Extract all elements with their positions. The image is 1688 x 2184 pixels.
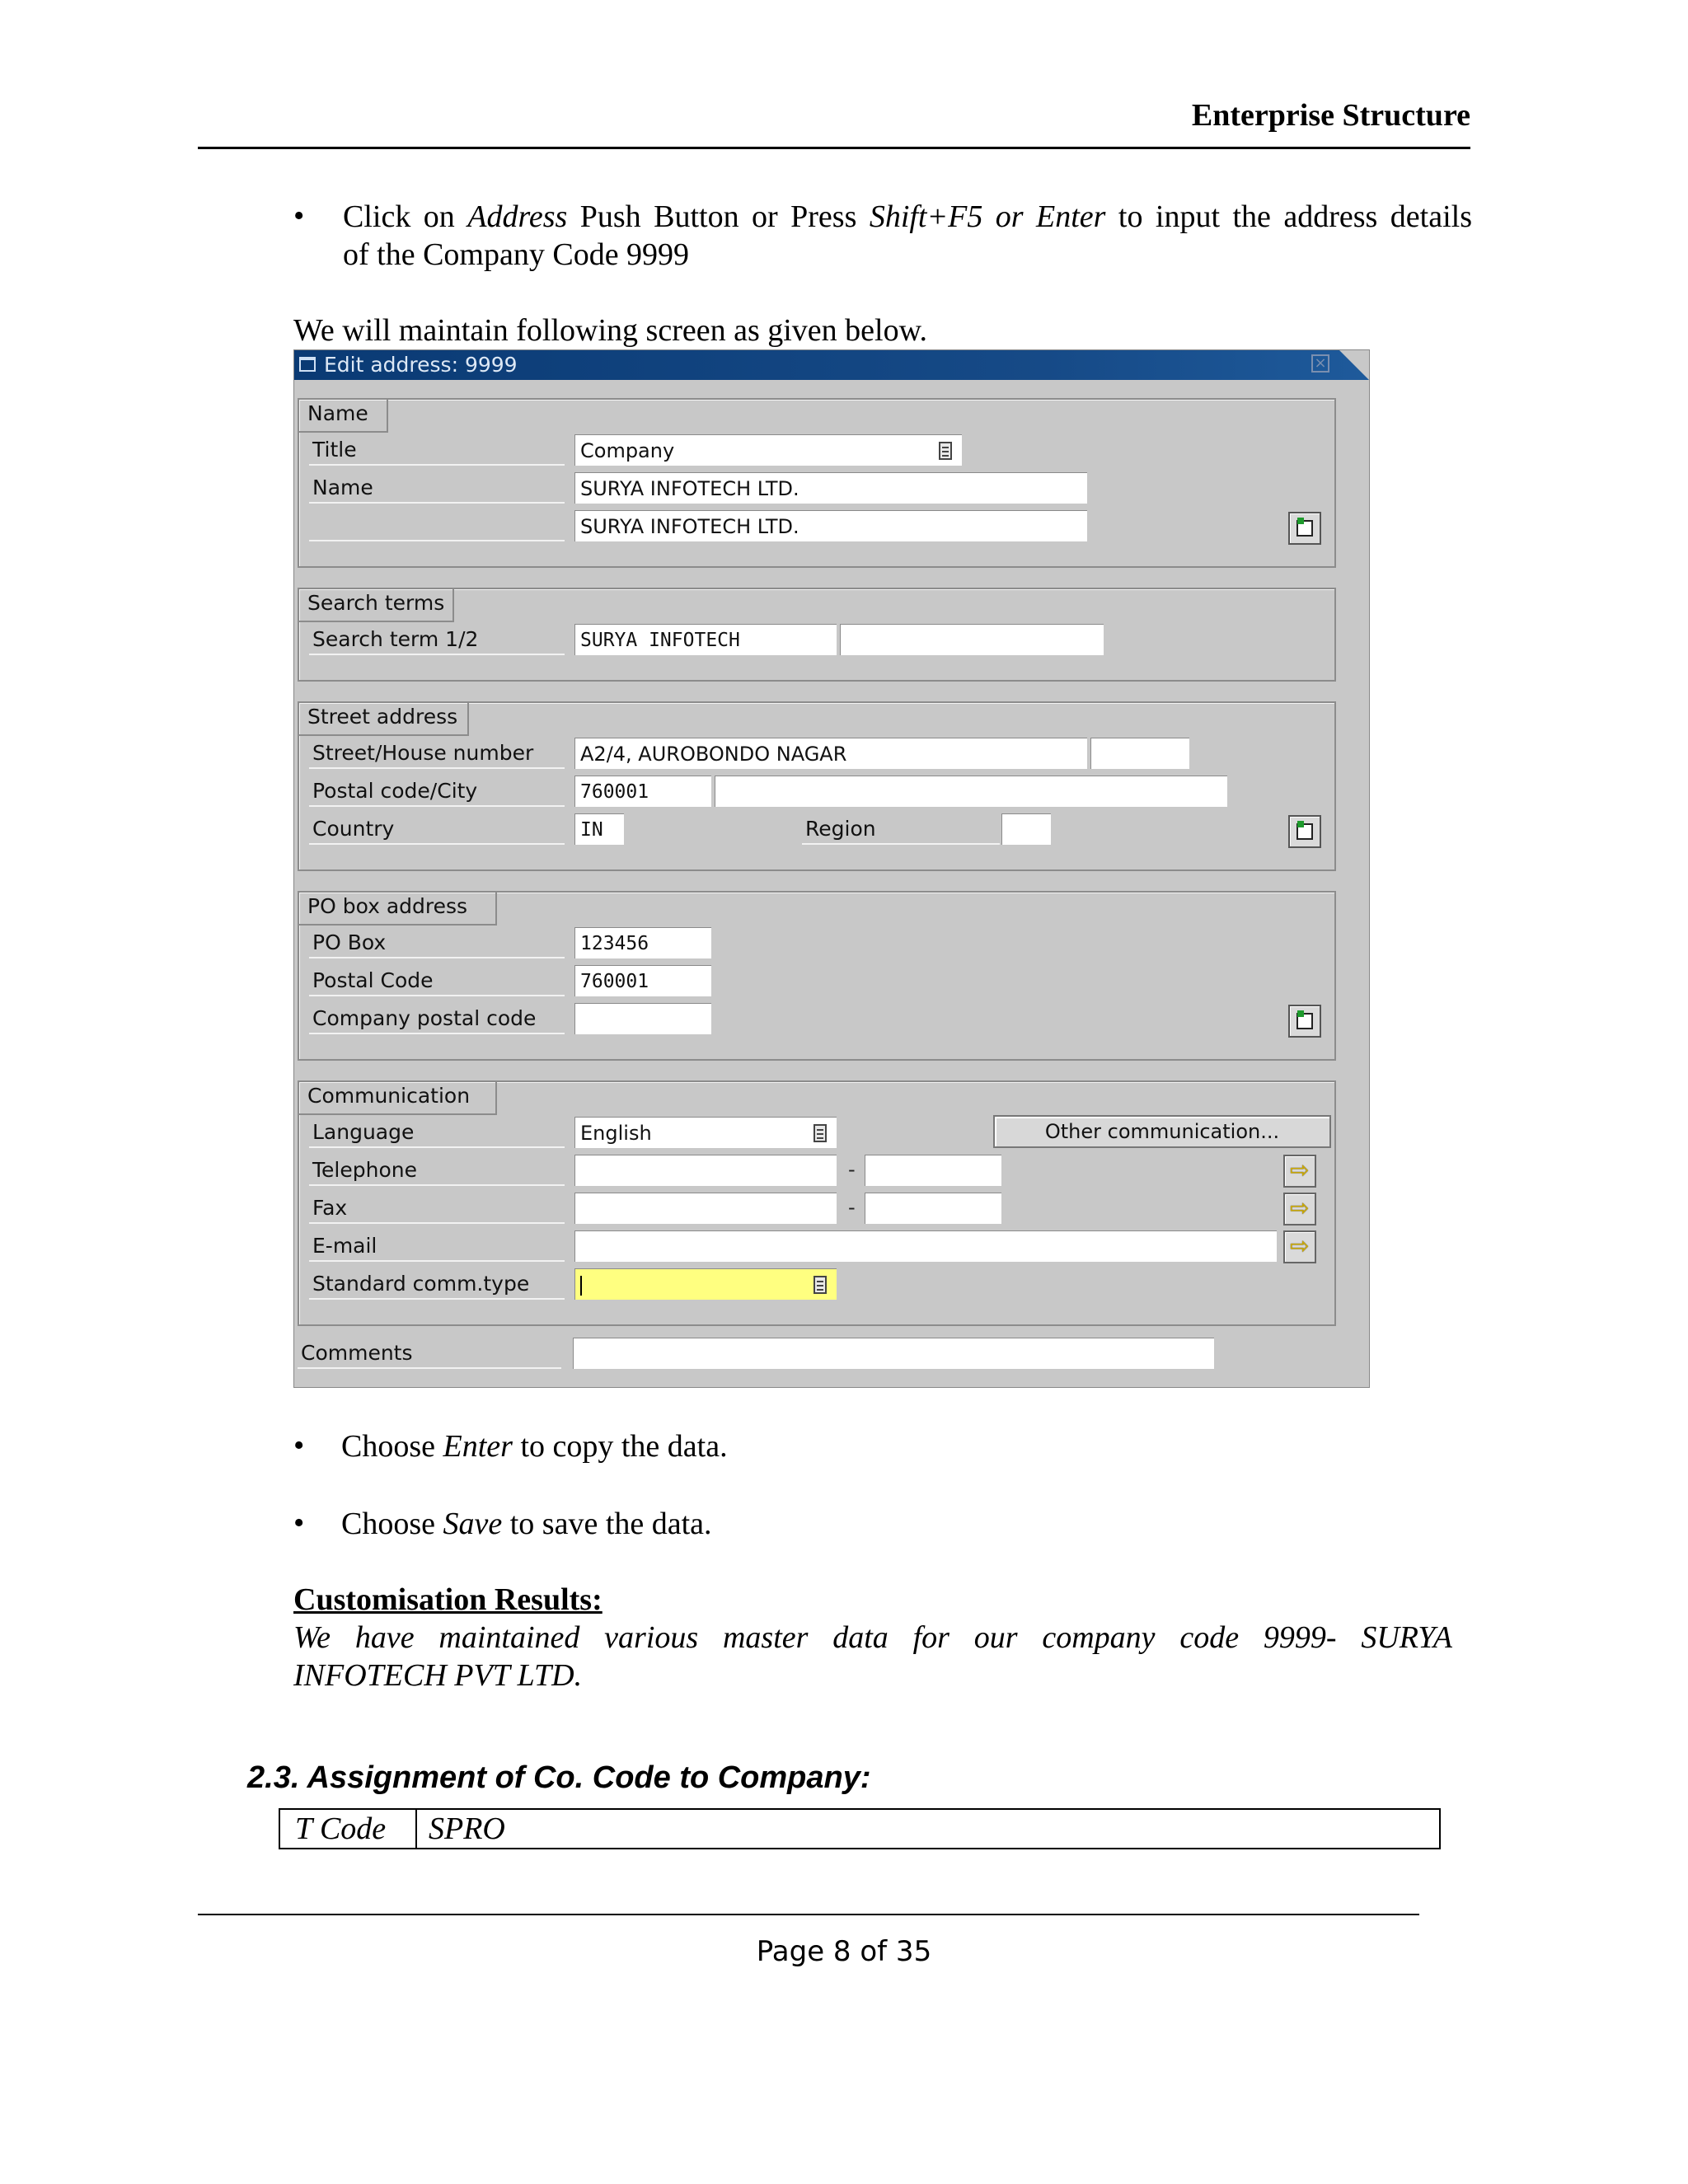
name-2-field[interactable]: SURYA INFOTECH LTD. bbox=[574, 510, 1087, 541]
telephone-label: Telephone bbox=[309, 1155, 565, 1186]
fax-label: Fax bbox=[309, 1193, 565, 1224]
results-heading: Customisation Results: bbox=[293, 1582, 603, 1617]
search-term-1-field[interactable]: SURYA INFOTECH bbox=[574, 624, 837, 655]
name-label: Name bbox=[309, 472, 565, 504]
tcode-value: SPRO bbox=[429, 1811, 505, 1846]
region-label: Region bbox=[802, 813, 1000, 845]
country-label: Country bbox=[309, 813, 565, 845]
company-postal-label: Company postal code bbox=[309, 1003, 565, 1034]
city-field[interactable] bbox=[715, 776, 1227, 807]
title-label: Title bbox=[309, 434, 565, 466]
bullet-3: • bbox=[293, 1506, 305, 1540]
expand-pobox-icon[interactable] bbox=[1288, 1005, 1321, 1038]
po-box-field[interactable]: 123456 bbox=[574, 927, 711, 958]
fax-field[interactable] bbox=[574, 1193, 837, 1224]
email-field[interactable] bbox=[574, 1230, 1277, 1262]
tcode-label: T Code bbox=[280, 1810, 417, 1848]
po-box-group bbox=[298, 891, 1336, 1061]
bullet-2: • bbox=[293, 1428, 305, 1463]
telephone-field[interactable] bbox=[574, 1155, 837, 1186]
dialog-window-icon bbox=[299, 357, 316, 372]
telephone-arrow-icon[interactable] bbox=[1283, 1155, 1316, 1188]
name-group bbox=[298, 398, 1336, 568]
maintain-text: We will maintain following screen as given below. bbox=[293, 313, 928, 348]
fax-extension-field[interactable] bbox=[865, 1193, 1001, 1224]
postal-city-label: Postal code/City bbox=[309, 776, 565, 807]
search-terms-group bbox=[298, 588, 1336, 682]
close-icon[interactable]: × bbox=[1311, 354, 1329, 373]
other-communication-button[interactable]: Other communication... bbox=[993, 1115, 1331, 1148]
intro-line-2: of the Company Code 9999 bbox=[343, 237, 690, 272]
region-field[interactable] bbox=[1001, 813, 1051, 845]
title-corner bbox=[1339, 350, 1369, 380]
language-field[interactable]: English bbox=[574, 1117, 837, 1148]
language-label: Language bbox=[309, 1117, 565, 1148]
dialog-title-bar bbox=[294, 350, 1369, 380]
name-1-field[interactable]: SURYA INFOTECH LTD. bbox=[574, 472, 1087, 504]
std-comm-type-label: Standard comm.type bbox=[309, 1268, 565, 1300]
po-box-label: PO Box bbox=[309, 927, 565, 958]
bullet-1: • bbox=[293, 199, 305, 233]
tcode-table bbox=[279, 1808, 1441, 1849]
footer-rule bbox=[198, 1914, 1419, 1915]
results-line-2: INFOTECH PVT LTD. bbox=[293, 1658, 583, 1693]
fax-dash: - bbox=[848, 1196, 856, 1219]
dialog-title: Edit address: 9999 bbox=[324, 353, 518, 377]
search-term-2-field[interactable] bbox=[840, 624, 1104, 655]
street-field[interactable]: A2/4, AUROBONDO NAGAR bbox=[574, 738, 1087, 769]
std-comm-dropdown-icon[interactable] bbox=[814, 1276, 827, 1294]
comments-field[interactable] bbox=[573, 1338, 1214, 1369]
title-field[interactable]: Company bbox=[574, 434, 962, 466]
telephone-dash: - bbox=[848, 1158, 856, 1181]
telephone-extension-field[interactable] bbox=[865, 1155, 1001, 1186]
po-postal-label: Postal Code bbox=[309, 965, 565, 996]
fax-arrow-icon[interactable] bbox=[1283, 1193, 1316, 1226]
po-box-group-label: PO box address bbox=[307, 894, 468, 918]
name-2-label bbox=[309, 510, 565, 541]
dropdown-icon[interactable] bbox=[939, 442, 952, 460]
house-number-field[interactable] bbox=[1090, 738, 1189, 769]
page-header-title: Enterprise Structure bbox=[1191, 98, 1470, 133]
comments-label: Comments bbox=[298, 1338, 561, 1369]
street-address-label: Street address bbox=[307, 705, 458, 729]
section-heading: 2.3. Assignment of Co. Code to Company: bbox=[247, 1760, 871, 1795]
header-rule bbox=[198, 147, 1470, 149]
po-postal-field[interactable]: 760001 bbox=[574, 965, 711, 996]
search-term-label: Search term 1/2 bbox=[309, 624, 565, 655]
results-line-1: We have maintained various master data for our company code 9999- SURYA bbox=[293, 1620, 1452, 1655]
street-label: Street/House number bbox=[309, 738, 565, 769]
country-field[interactable]: IN bbox=[574, 813, 624, 845]
std-comm-type-field[interactable] bbox=[574, 1268, 837, 1300]
step-enter: Choose Enter to copy the data. bbox=[341, 1429, 728, 1464]
street-address-group bbox=[298, 701, 1336, 871]
page-number: Page 8 of 35 bbox=[756, 1935, 932, 1968]
language-dropdown-icon[interactable] bbox=[814, 1124, 827, 1142]
expand-name-icon[interactable] bbox=[1288, 512, 1321, 545]
intro-line-1: Click on Address Push Button or Press Shift+F5 or Enter to input the address details bbox=[343, 199, 1472, 234]
edit-address-dialog bbox=[293, 349, 1370, 1388]
communication-label: Communication bbox=[307, 1084, 471, 1108]
search-terms-label: Search terms bbox=[307, 591, 445, 615]
communication-group bbox=[298, 1080, 1336, 1326]
email-arrow-icon[interactable] bbox=[1283, 1230, 1316, 1263]
email-label: E-mail bbox=[309, 1230, 565, 1262]
expand-street-icon[interactable] bbox=[1288, 815, 1321, 848]
step-save: Choose Save to save the data. bbox=[341, 1507, 712, 1541]
name-group-label: Name bbox=[307, 401, 368, 425]
company-postal-field[interactable] bbox=[574, 1003, 711, 1034]
postal-code-field[interactable]: 760001 bbox=[574, 776, 711, 807]
